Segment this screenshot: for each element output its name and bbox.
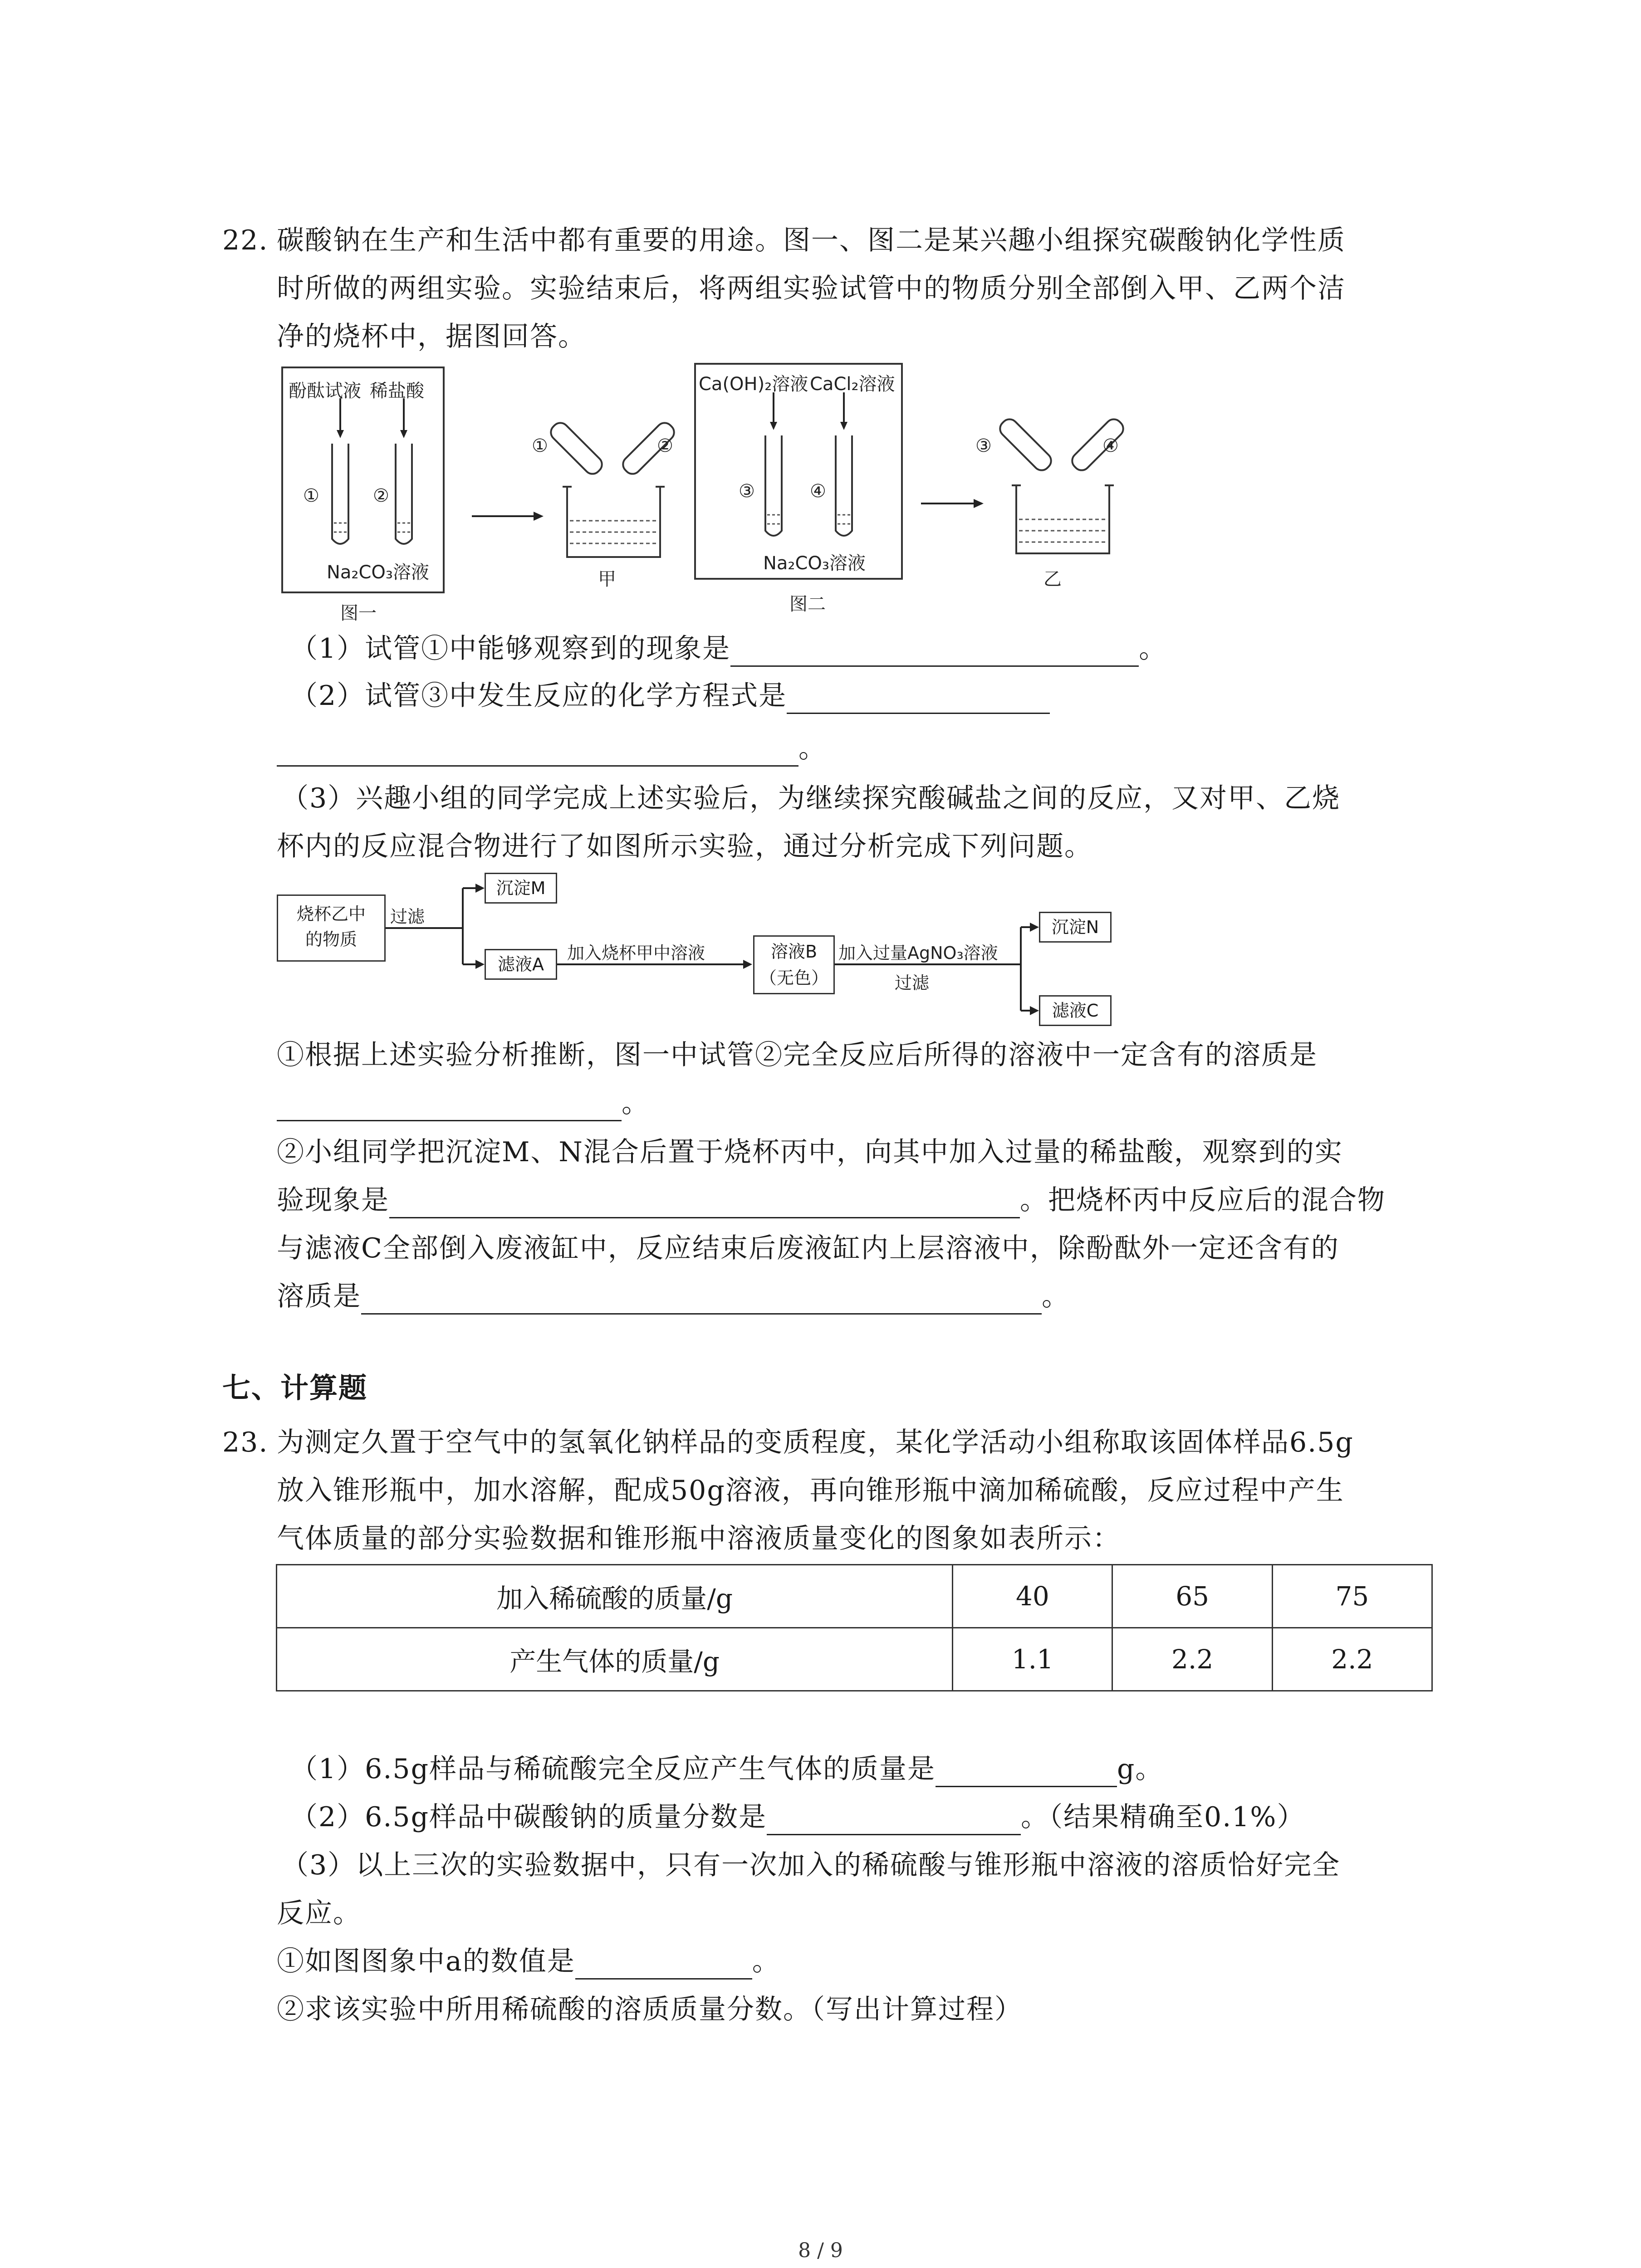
answer-blank-q22-2a[interactable] xyxy=(787,684,1050,714)
fig2-tube-4-label: ④ xyxy=(810,481,826,502)
figure-2-drawing xyxy=(694,363,1193,599)
q22-part-1-end: 。 xyxy=(1139,633,1167,665)
fig2-reagent-1: Ca(OH)₂溶液 xyxy=(699,374,808,395)
flow-filter-label-1: 过滤 xyxy=(390,907,425,927)
fig2-tilted-tube-3: ③ xyxy=(975,435,992,456)
fig1-solution-label: Na₂CO₃溶液 xyxy=(327,562,429,583)
q23-part-2-end: 。（结果精确至0.1%） xyxy=(1021,1801,1305,1833)
q22-part-2-cont xyxy=(277,730,827,767)
q22-sub-2-mid: 。把烧杯丙中反应后的混合物 xyxy=(1020,1184,1386,1216)
q23-intro-line-2: 放入锥形瓶中，加水溶解，配成50g溶液，再向锥形瓶中滴加稀硫酸，反应过程中产生 xyxy=(277,1475,1344,1506)
answer-blank-q23-2[interactable] xyxy=(767,1805,1021,1835)
q22-intro-line-2: 时所做的两组实验。实验结束后，将两组实验试管中的物质分别全部倒入甲、乙两个洁 xyxy=(277,273,1346,304)
q23-part-3-line-2: 反应。 xyxy=(277,1897,361,1929)
q23-intro-line-1: 为测定久置于空气中的氢氧化钠样品的变质程度，某化学活动小组称取该固体样品6.5g xyxy=(277,1427,1354,1458)
fig1-tilted-tube-1: ① xyxy=(532,435,548,456)
q22-part-3-line-2: 杯内的反应混合物进行了如图所示实验，通过分析完成下列问题。 xyxy=(277,831,1092,862)
q23-sub-2: ②求该实验中所用稀硫酸的溶质质量分数。（写出计算过程） xyxy=(277,1994,1023,2025)
q23-sub-1-text: ①如图图象中a的数值是 xyxy=(277,1945,575,1977)
flow-precipitate-m: 沉淀M xyxy=(485,873,557,904)
flow-add-jia-label: 加入烧杯甲中溶液 xyxy=(567,943,705,963)
q23-intro-line-3: 气体质量的部分实验数据和锥形瓶中溶液质量变化的图象如表所示： xyxy=(277,1523,1121,1554)
flow-filtrate-a: 滤液A xyxy=(485,949,557,980)
q22-part-2-end: 。 xyxy=(798,733,827,764)
table-row-label: 加入稀硫酸的质量/g xyxy=(277,1565,953,1628)
q22-sub-2-label: 验现象是 xyxy=(277,1184,389,1216)
section-7-heading: 七、计算题 xyxy=(222,1371,368,1404)
q23-part-3-line-1: （3）以上三次的实验数据中，只有一次加入的稀硫酸与锥形瓶中溶液的溶质恰好完全 xyxy=(281,1849,1341,1881)
q22-sub-2-line-1: ②小组同学把沉淀M、N混合后置于烧杯丙中，向其中加入过量的稀盐酸，观察到的实 xyxy=(277,1136,1343,1168)
answer-blank-q22-sub2a[interactable] xyxy=(389,1188,1020,1218)
q23-number: 23. xyxy=(222,1427,269,1458)
q22-sub-1-end: 。 xyxy=(622,1087,650,1119)
fig2-reagent-2: CaCl₂溶液 xyxy=(810,374,895,395)
flow-filtrate-c: 滤液C xyxy=(1039,995,1112,1026)
table-row-label: 产生气体的质量/g xyxy=(277,1628,953,1691)
fig2-caption: 图二 xyxy=(789,594,826,615)
q22-part-3-line-1: （3）兴趣小组的同学完成上述实验后，为继续探究酸碱盐之间的反应，又对甲、乙烧 xyxy=(281,782,1341,814)
q23-part-1-text: （1）6.5g样品与稀硫酸完全反应产生气体的质量是 xyxy=(290,1753,936,1785)
q23-data-table xyxy=(276,1564,1433,1691)
answer-blank-q22-2b[interactable] xyxy=(277,736,798,767)
q23-part-2-text: （2）6.5g样品中碳酸钠的质量分数是 xyxy=(290,1801,767,1833)
flow-solution-b-line-2: （无色） xyxy=(759,968,828,988)
answer-blank-q23-sub1[interactable] xyxy=(575,1949,752,1980)
q22-sub-2-solute-label: 溶质是 xyxy=(277,1281,361,1312)
flow-start-line-1: 烧杯乙中 xyxy=(296,904,366,924)
q23-part-1-end: g。 xyxy=(1117,1753,1164,1785)
q23-part-2 xyxy=(290,1799,1305,1835)
table-cell: 40 xyxy=(953,1565,1112,1628)
page-number: 8 / 9 xyxy=(798,2239,843,2262)
q23-sub-1 xyxy=(277,1943,780,1980)
flow-add-agno3-label: 加入过量AgNO₃溶液 xyxy=(838,943,998,963)
fig1-reagent-1: 酚酞试液 xyxy=(289,381,361,401)
fig2-solution-label: Na₂CO₃溶液 xyxy=(763,553,866,574)
q22-part-2-text: （2）试管③中发生反应的化学方程式是 xyxy=(290,680,787,712)
table-cell: 65 xyxy=(1112,1565,1272,1628)
table-row xyxy=(277,1565,1432,1628)
fig1-tilted-tube-2: ② xyxy=(657,435,673,456)
table-row xyxy=(277,1628,1432,1691)
fig1-caption: 图一 xyxy=(340,603,377,624)
flow-start-line-2: 的物质 xyxy=(305,929,357,949)
table-cell: 2.2 xyxy=(1272,1628,1432,1691)
q22-intro-line-1: 碳酸钠在生产和生活中都有重要的用途。图一、图二是某兴趣小组探究碳酸钠化学性质 xyxy=(277,225,1346,256)
fig1-tube-2-label: ② xyxy=(373,485,389,506)
q22-sub-1: ①根据上述实验分析推断，图一中试管②完全反应后所得的溶液中一定含有的溶质是 xyxy=(277,1039,1318,1071)
q22-intro-line-3: 净的烧杯中，据图回答。 xyxy=(277,321,586,352)
q23-sub-1-end: 。 xyxy=(752,1945,780,1977)
answer-blank-q22-sub2b[interactable] xyxy=(361,1284,1042,1315)
table-cell: 2.2 xyxy=(1112,1628,1272,1691)
q22-sub-1-cont xyxy=(277,1085,650,1121)
fig1-tube-1-label: ① xyxy=(303,485,319,506)
answer-blank-q23-1[interactable] xyxy=(936,1757,1117,1787)
q22-part-1 xyxy=(290,631,1167,667)
q22-sub-2-line-3: 与滤液C全部倒入废液缸中，反应结束后废液缸内上层溶液中，除酚酞外一定还含有的 xyxy=(277,1232,1339,1264)
q22-part-1-text: （1）试管①中能够观察到的现象是 xyxy=(290,633,731,665)
table-cell: 1.1 xyxy=(953,1628,1112,1691)
flow-precipitate-n: 沉淀N xyxy=(1039,912,1112,943)
answer-blank-q22-1[interactable] xyxy=(730,636,1139,667)
table-cell: 75 xyxy=(1272,1565,1432,1628)
q22-number: 22. xyxy=(222,225,269,256)
q22-part-2 xyxy=(290,678,1050,714)
q23-part-1 xyxy=(290,1751,1163,1787)
flow-filter-label-2: 过滤 xyxy=(895,973,930,993)
flow-solution-b-line-1: 溶液B xyxy=(770,942,818,962)
q22-sub-2-line-2 xyxy=(277,1182,1386,1218)
fig2-tilted-tube-4: ④ xyxy=(1102,435,1119,456)
q22-sub-2-end: 。 xyxy=(1042,1281,1070,1312)
beaker-yi-label: 乙 xyxy=(1043,569,1062,590)
beaker-jia-label: 甲 xyxy=(598,569,616,590)
fig1-reagent-2: 稀盐酸 xyxy=(370,381,424,401)
answer-blank-q22-sub1[interactable] xyxy=(277,1091,622,1121)
q22-sub-2-line-4 xyxy=(277,1278,1070,1315)
fig2-tube-3-label: ③ xyxy=(739,481,755,502)
